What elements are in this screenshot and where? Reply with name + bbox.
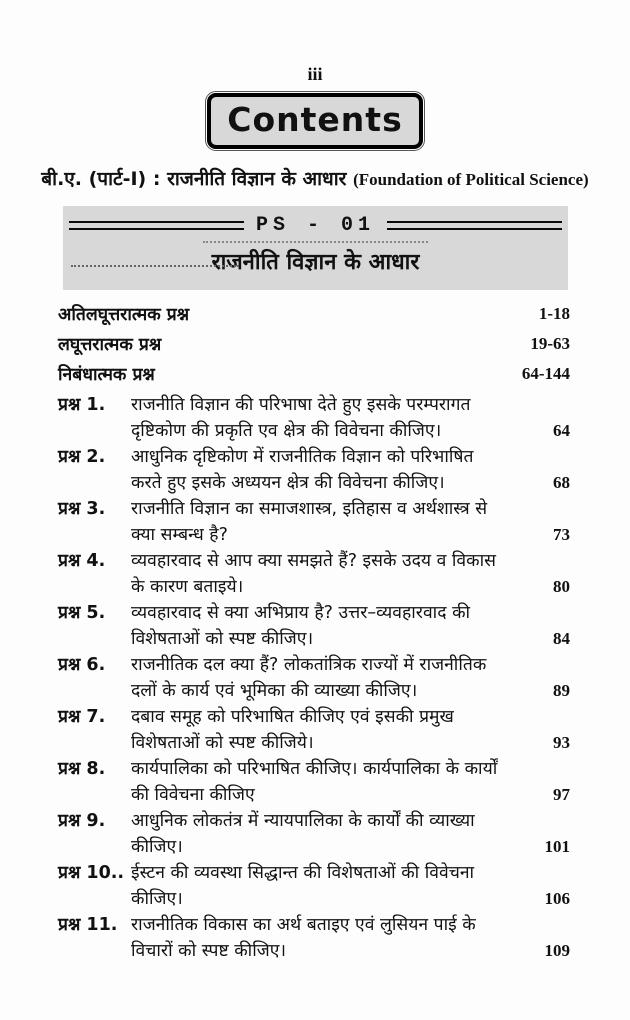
question-text — [131, 548, 518, 600]
paper-title-row — [69, 248, 562, 278]
question-text-line-2: करते हुए इसके अध्ययन क्षेत्र की विवेचना कीजिए। — [131, 473, 445, 493]
question-page-number: 64 — [553, 421, 570, 440]
question-text-line-1: राजनीतिक विकास का अर्थ बताइए एवं लुसियन पाई के — [131, 915, 476, 935]
question-text-line-2: दृष्टिकोण की प्रकृति एव क्षेत्र की विवेचना कीजिए। — [131, 421, 442, 441]
question-text — [131, 652, 518, 704]
contents-title: Contents — [227, 100, 403, 139]
question-text — [131, 808, 518, 860]
question-text — [131, 444, 518, 496]
question-text-line-2: विशेषताओं को स्पष्ट कीजिए। — [131, 629, 314, 649]
question-text-line-1: आधुनिक दृष्टिकोण में राजनीतिक विज्ञान को परिभाषित — [131, 447, 474, 467]
question-label: प्रश्न 1. — [58, 395, 106, 415]
question-text-line-1: व्यवहारवाद से क्या अभिप्राय है? उत्तर–व्यवहारवाद की — [131, 603, 471, 623]
question-label: प्रश्न 11. — [58, 915, 118, 935]
question-text — [131, 600, 518, 652]
question-row — [58, 652, 570, 704]
paper-header-panel — [63, 206, 568, 290]
question-page-number: 73 — [553, 525, 570, 544]
question-label: प्रश्न 10.. — [58, 863, 125, 883]
toc-sections — [58, 299, 570, 389]
question-label: प्रश्न 7. — [58, 707, 106, 727]
table-of-contents — [58, 299, 570, 964]
question-row — [58, 392, 570, 444]
question-label: प्रश्न 3. — [58, 499, 106, 519]
double-rule-left — [69, 221, 244, 230]
question-text-line-2: की विवेचना कीजिए — [131, 785, 255, 805]
question-text — [131, 704, 518, 756]
question-text-line-1: राजनीतिक दल क्या हैं? लोकतांत्रिक राज्यों में राजनीतिक — [131, 655, 487, 675]
question-row — [58, 912, 570, 964]
double-rule-right — [387, 221, 562, 230]
question-page-number: 84 — [553, 629, 570, 648]
question-text-line-1: राजनीति विज्ञान की परिभाषा देते हुए इसके परम्परागत — [131, 395, 471, 415]
question-page-number: 93 — [553, 733, 570, 752]
question-label: प्रश्न 5. — [58, 603, 106, 623]
section-label: अतिलघूत्तरात्मक प्रश्न — [58, 305, 190, 325]
question-page-number: 89 — [553, 681, 570, 700]
question-text-line-2: विचारों को स्पष्ट कीजिए। — [131, 941, 287, 961]
question-label: प्रश्न 4. — [58, 551, 106, 571]
question-page-number: 106 — [544, 889, 570, 908]
question-text — [131, 756, 518, 808]
question-row — [58, 808, 570, 860]
question-text — [131, 860, 518, 912]
section-page-range: 19-63 — [530, 334, 570, 353]
question-page-number: 109 — [544, 941, 570, 960]
question-page-number: 101 — [544, 837, 570, 856]
toc-questions — [58, 392, 570, 964]
dotted-leader — [71, 265, 239, 267]
course-title-english: (Foundation of Political Science) — [353, 170, 589, 189]
question-text — [131, 392, 518, 444]
section-label: लघूत्तरात्मक प्रश्न — [58, 335, 162, 355]
question-text-line-2: क्या सम्बन्ध है? — [131, 525, 228, 545]
question-text-line-1: राजनीति विज्ञान का समाजशास्त्र, इतिहास व अर्थशास्त्र से — [131, 499, 488, 519]
question-text-line-1: ईस्टन की व्यवस्था सिद्धान्त की विशेषताओं की विवेचना — [131, 863, 475, 883]
course-header — [0, 165, 630, 191]
section-page-range: 1-18 — [538, 304, 570, 323]
question-text — [131, 912, 518, 964]
paper-title: राजनीति विज्ञान के आधार — [211, 250, 420, 275]
question-text-line-2: के कारण बताइये। — [131, 577, 244, 597]
question-page-number: 80 — [553, 577, 570, 596]
question-text-line-1: आधुनिक लोकतंत्र में न्यायपालिका के कार्यों की व्याख्या — [131, 811, 475, 831]
paper-code: PS - 01 — [256, 214, 376, 237]
paper-code-row — [69, 214, 562, 237]
course-title-hindi: बी.ए. (पार्ट-I) : राजनीति विज्ञान के आधार — [41, 168, 347, 190]
question-text-line-1: व्यवहारवाद से आप क्या समझते हैं? इसके उदय व विकास — [131, 551, 496, 571]
question-text-line-2: विशेषताओं को स्पष्ट कीजिये। — [131, 733, 314, 753]
question-row — [58, 496, 570, 548]
question-label: प्रश्न 8. — [58, 759, 106, 779]
question-label: प्रश्न 2. — [58, 447, 106, 467]
question-label: प्रश्न 6. — [58, 655, 106, 675]
question-page-number: 97 — [553, 785, 570, 804]
question-text-line-1: दबाव समूह को परिभाषित कीजिए एवं इसकी प्रमुख — [131, 707, 454, 727]
question-label: प्रश्न 9. — [58, 811, 106, 831]
question-page-number: 68 — [553, 473, 570, 492]
section-row — [58, 329, 570, 359]
question-text-line-2: दलों के कार्य एवं भूमिका की व्याख्या कीजिए। — [131, 681, 418, 701]
dotted-line-under-code — [203, 240, 428, 243]
section-page-range: 64-144 — [521, 364, 570, 383]
question-text-line-2: कीजिए। — [131, 889, 183, 909]
question-row — [58, 444, 570, 496]
section-row — [58, 299, 570, 329]
section-row — [58, 359, 570, 389]
question-text-line-2: कीजिए। — [131, 837, 183, 857]
question-row — [58, 704, 570, 756]
question-text-line-1: कार्यपालिका को परिभाषित कीजिए। कार्यपालिका के कार्यों — [131, 759, 498, 779]
folio-page-number: iii — [307, 64, 323, 84]
section-label: निबंधात्मक प्रश्न — [58, 365, 155, 385]
question-row — [58, 600, 570, 652]
question-row — [58, 756, 570, 808]
question-row — [58, 548, 570, 600]
question-row — [58, 860, 570, 912]
contents-title-box — [207, 93, 422, 149]
question-text — [131, 496, 518, 548]
